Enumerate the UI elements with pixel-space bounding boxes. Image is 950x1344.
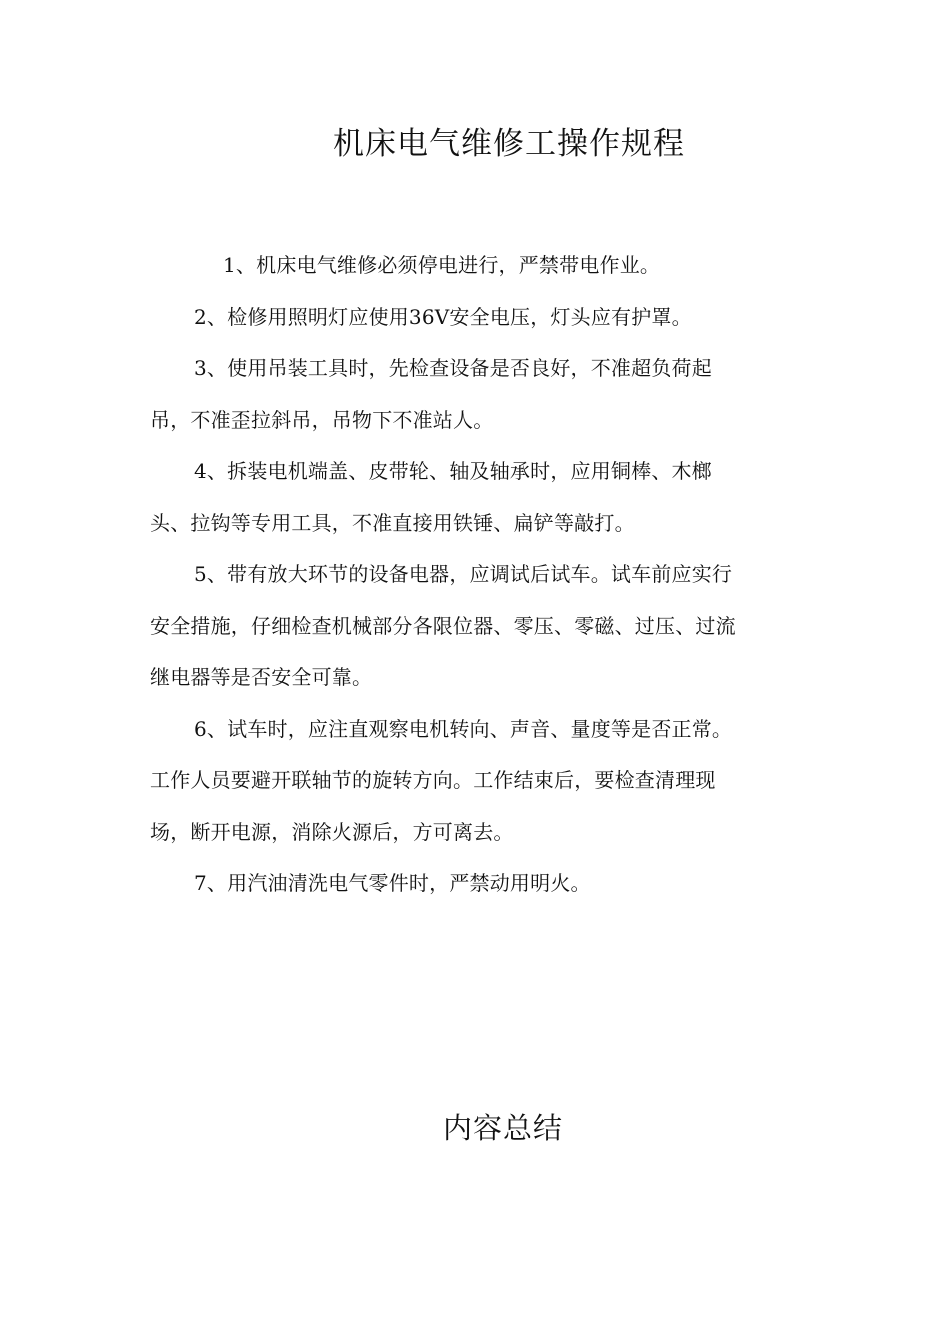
paragraph-line: 安全措施，仔细检查机械部分各限位器、零压、零磁、过压、过流 [150, 613, 736, 638]
paragraph-6 [150, 704, 805, 859]
paragraph-line: 场，断开电源，消除火源后，方可离去。 [150, 819, 514, 844]
document-body [150, 240, 805, 910]
paragraph-line: 工作人员要避开联轴节的旋转方向。工作结束后，要检查清理现 [150, 768, 716, 792]
paragraph-line: 7、用汽油清洗电气零件时，严禁动用明火。 [194, 871, 591, 895]
paragraph-line: 继电器等是否安全可靠。 [150, 665, 373, 689]
paragraph-line: 6、试车时，应注直观察电机转向、声音、量度等是否正常。 [194, 716, 733, 741]
paragraph-4 [150, 446, 805, 549]
paragraph-2 [150, 292, 805, 344]
document-title: 机床电气维修工操作规程 [333, 126, 685, 162]
paragraph-5 [150, 549, 805, 704]
paragraph-3 [150, 343, 805, 446]
paragraph-line: 5、带有放大环节的设备电器，应调试后试车。试车前应实行 [194, 562, 733, 586]
paragraph-line: 头、拉钩等专用工具，不准直接用铁锤、扁铲等敲打。 [150, 510, 635, 535]
paragraph-7 [150, 858, 805, 910]
paragraph-line: 1、机床电气维修必须停电进行，严禁带电作业。 [223, 253, 661, 277]
paragraph-line: 4、拆装电机端盖、皮带轮、轴及轴承时，应用铜棒、木榔 [194, 459, 712, 483]
paragraph-line: 吊，不准歪拉斜吊，吊物下不准站人。 [150, 407, 494, 432]
paragraph-line: 3、使用吊装工具时，先检查设备是否良好，不准超负荷起 [194, 356, 712, 380]
paragraph-line: 2、检修用照明灯应使用36V安全电压，灯头应有护罩。 [194, 304, 692, 329]
summary-heading: 内容总结 [442, 1111, 563, 1145]
paragraph-1 [150, 240, 805, 292]
